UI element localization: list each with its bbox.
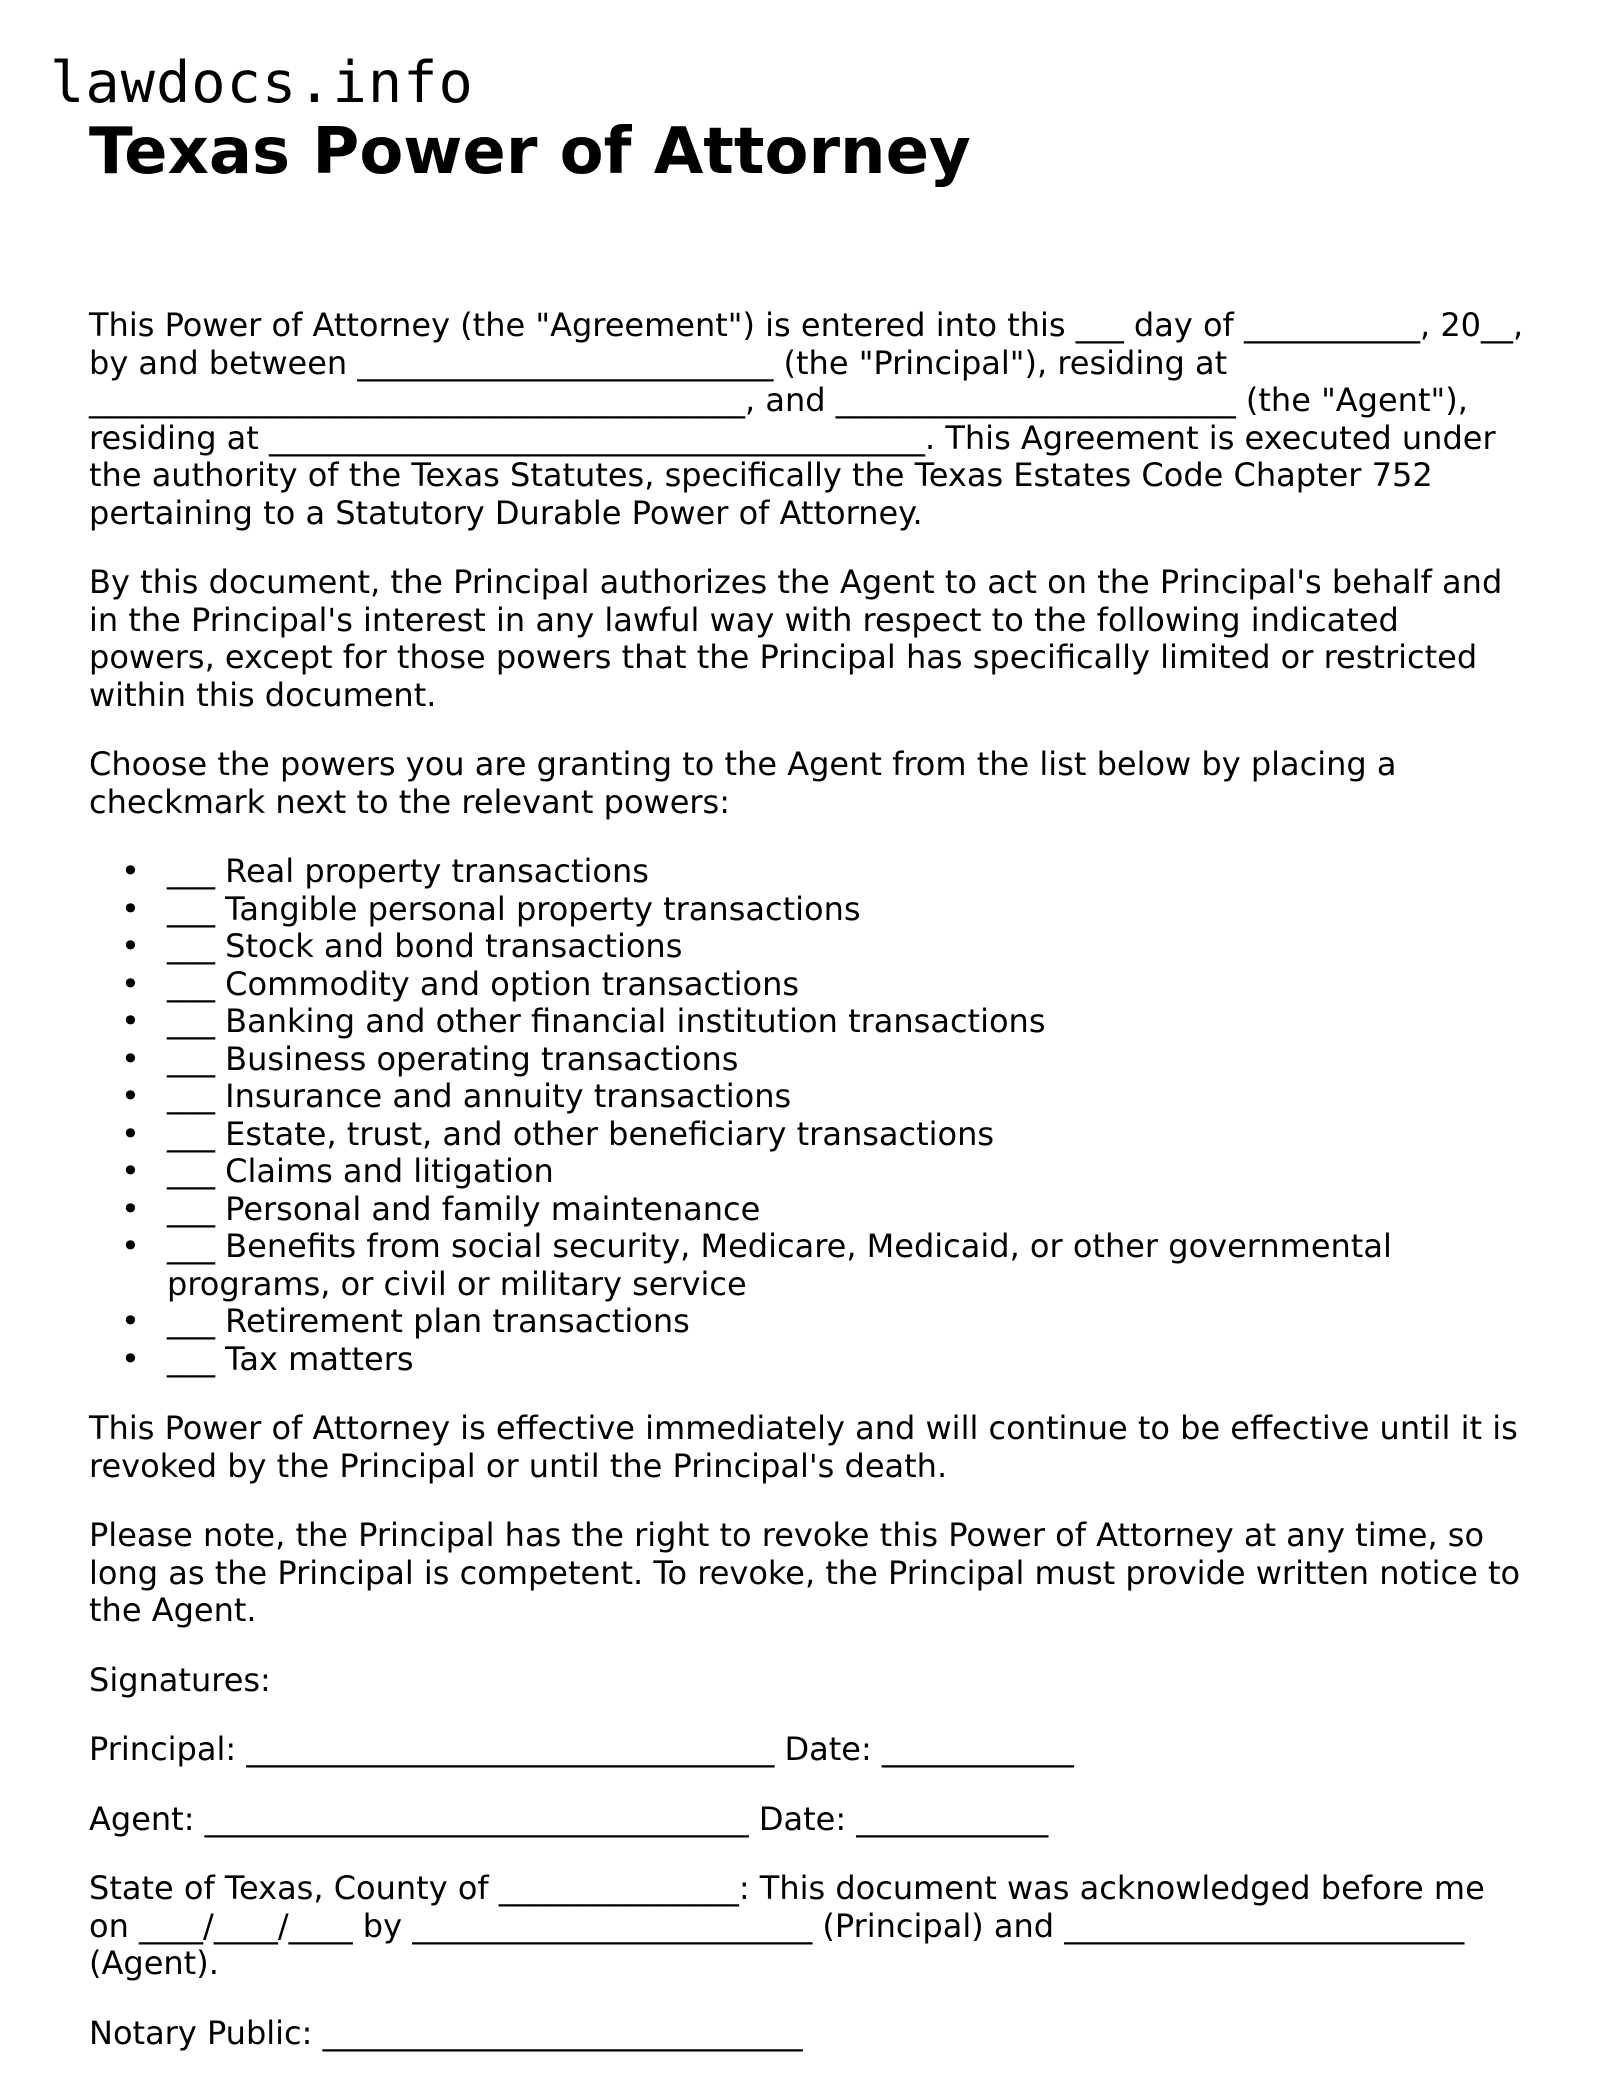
power-item-government-benefits: • ___ Benefits from social security, Medicare, Medicaid, or other governmental programs, or civil or military service: [167, 1228, 1529, 1303]
powers-list: [89, 853, 1529, 1378]
power-item-insurance-annuity: • ___ Insurance and annuity transactions: [167, 1078, 1529, 1116]
revocation-paragraph: Please note, the Principal has the right to revoke this Power of Attorney at any time, so long as the Principal is competent. To revoke, the Principal must provide written notice to the Agent.: [89, 1516, 1521, 1629]
power-item-business-operating: • ___ Business operating transactions: [167, 1041, 1529, 1079]
power-item-commodity-option: • ___ Commodity and option transactions: [167, 966, 1529, 1004]
site-logo: lawdocs.info: [50, 50, 474, 116]
notary-signature-line: Notary Public: ______________________________: [89, 2013, 803, 2052]
power-item-banking: • ___ Banking and other financial institution transactions: [167, 1003, 1529, 1041]
power-item-tangible-property: • ___ Tangible personal property transactions: [167, 891, 1529, 929]
document: [89, 112, 1529, 2084]
power-item-stock-bond: • ___ Stock and bond transactions: [167, 928, 1529, 966]
power-item-personal-family: • ___ Personal and family maintenance: [167, 1191, 1529, 1229]
agent-signature-line: Agent: __________________________________ Date: ____________: [89, 1799, 1049, 1838]
document-body: [89, 307, 1529, 2052]
power-item-tax-matters: • ___ Tax matters: [167, 1341, 1529, 1379]
authorization-paragraph: By this document, the Principal authorizes the Agent to act on the Principal's behalf and in the Principal's interest in any lawful way with respect to the following indicated powers, except for those powers that the Principal has specifically limited or restricted within this document.: [89, 563, 1503, 714]
principal-signature-line: Principal: _________________________________ Date: ____________: [89, 1730, 1074, 1768]
effective-paragraph: This Power of Attorney is effective immediately and will continue to be effective until it is revoked by the Principal or until the Principal's death.: [89, 1409, 1518, 1485]
document-title: Texas Power of Attorney: [89, 115, 971, 189]
power-item-real-property: • ___ Real property transactions: [167, 853, 1529, 891]
signatures-heading: Signatures:: [89, 1660, 271, 1699]
power-item-claims-litigation: • ___ Claims and litigation: [167, 1153, 1529, 1191]
acknowledgment-paragraph: State of Texas, County of _______________: This document was acknowledged before me on ____/____/____ by _________________________ (Principal) and _________________________ (Agent).: [89, 1869, 1485, 1982]
power-item-estate-trust: • ___ Estate, trust, and other beneficiary transactions: [167, 1116, 1529, 1154]
instruction-paragraph: Choose the powers you are granting to the Agent from the list below by placing a checkmark next to the relevant powers:: [89, 745, 1397, 821]
power-item-retirement-plan: • ___ Retirement plan transactions: [167, 1303, 1529, 1341]
intro-paragraph: This Power of Attorney (the "Agreement") is entered into this ___ day of ___________, 20__, by and between __________________________ (the "Principal"), residing at _________________________________________, and _________________________ (the "Agent"), residing at _________________________________________. This Agreement is executed under the authority of the Texas Statutes, specifically the Texas Estates Code Chapter 752 pertaining to a Statutory Durable Power of Attorney.: [89, 306, 1524, 532]
